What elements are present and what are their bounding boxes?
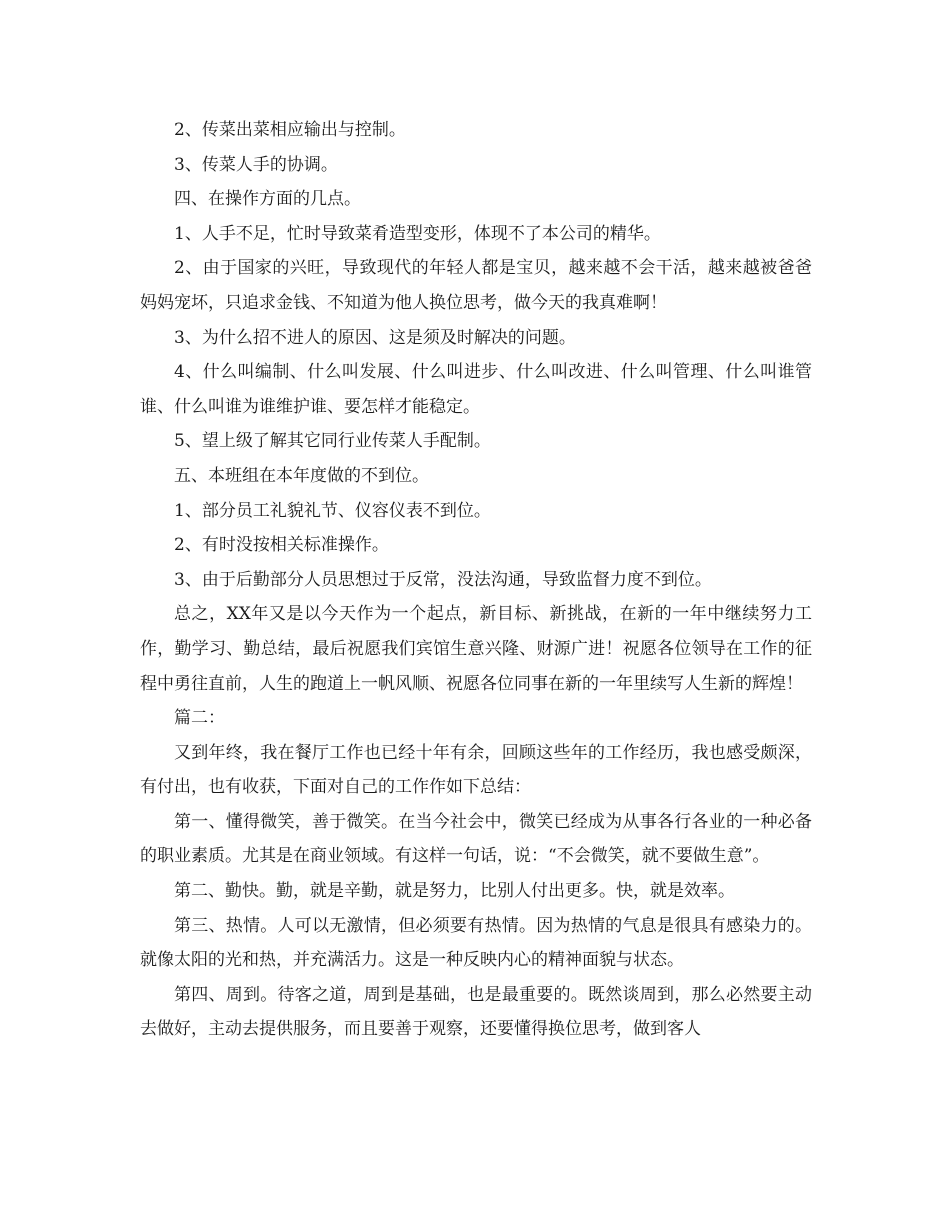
paragraph: 3、由于后勤部分人员思想过于反常，没法沟通，导致监督力度不到位。 [174, 569, 712, 590]
paragraph: 2、传菜出菜相应输出与控制。 [174, 120, 406, 140]
section-heading: 篇二： [174, 708, 225, 729]
section-heading: 四、在操作方面的几点。 [174, 189, 361, 210]
paragraph: 第三、热情。人可以无激情，但必须要有热情。因为热情的气息是很具有感染力的。就像太阳的光和热，并充满活力。这是一种反映内心的精神面貌与状态。 [140, 915, 812, 971]
paragraph: 又到年终，我在餐厅工作也已经十年有余，回顾这些年的工作经历，我也感受颇深，有付出，也有收获，下面对自己的工作作如下总结： [140, 742, 812, 798]
paragraph: 第二、勤快。勤，就是辛勤，就是努力，比别人付出更多。快，就是效率。 [174, 881, 735, 902]
paragraph: 5、望上级了解其它同行业传菜人手配制。 [174, 431, 491, 452]
paragraph: 3、传菜人手的协调。 [174, 154, 338, 175]
paragraph: 第一、懂得微笑，善于微笑。在当今社会中，微笑已经成为从事各行各业的一种必备的职业素质。尤其是在商业领域。有这样一句话，说：“不会微笑，就不要做生意”。 [140, 811, 812, 867]
paragraph: 总之，XX年又是以今天作为一个起点，新目标、新挑战，在新的一年中继续努力工作，勤学习、勤总结，最后祝愿我们宾馆生意兴隆、财源广进！祝愿各位领导在工作的征程中勇往直前，人生的跑道上一帆风顺、祝愿各位同事在新的一年里续写人生新的辉煌！ [140, 604, 812, 694]
paragraph: 4、什么叫编制、什么叫发展、什么叫进步、什么叫改进、什么叫管理、什么叫谁管谁、什么叫谁为谁维护谁、要怎样才能稳定。 [140, 362, 812, 417]
paragraph: 2、有时没按相关标准操作。 [174, 535, 389, 556]
paragraph: 1、部分员工礼貌礼节、仪容仪表不到位。 [174, 500, 491, 521]
document-body [140, 113, 812, 1047]
section-heading: 五、本班组在本年度做的不到位。 [174, 465, 429, 486]
paragraph: 3、为什么招不进人的原因、这是须及时解决的问题。 [174, 327, 576, 348]
paragraph: 1、人手不足，忙时导致菜肴造型变形，体现不了本公司的精华。 [174, 223, 661, 244]
paragraph: 第四、周到。待客之道，周到是基础，也是最重要的。既然谈周到，那么必然要主动去做好，主动去提供服务，而且要善于观察，还要懂得换位思考，做到客人 [140, 984, 812, 1040]
paragraph: 2、由于国家的兴旺，导致现代的年轻人都是宝贝，越来越不会干活，越来越被爸爸妈妈宠坏，只追求金钱、不知道为他人换位思考，做今天的我真难啊！ [140, 258, 812, 313]
